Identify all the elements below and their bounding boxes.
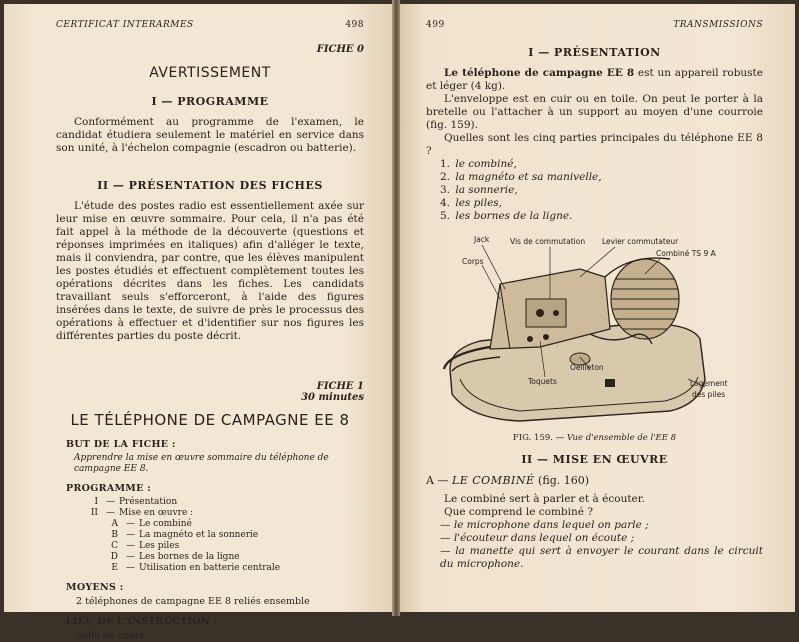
combine-item-microphone: — le microphone dans lequel on parle ; bbox=[440, 519, 649, 531]
label-toquets: Toquets bbox=[528, 377, 557, 386]
combine-line-1: Le combiné sert à parler et à écouter. bbox=[444, 493, 645, 505]
combine-subheading: A — LE COMBINÉ (fig. 160) bbox=[426, 474, 590, 487]
list-item: II — Mise en œuvre : bbox=[90, 508, 194, 518]
left-page bbox=[4, 4, 392, 641]
telephone-title: LE TÉLÉPHONE DE CAMPAGNE EE 8 bbox=[70, 411, 350, 429]
label-logement: Logement bbox=[690, 379, 728, 388]
right-page-number: 499 bbox=[426, 20, 445, 30]
fiche-0-label: FICHE 0 bbox=[316, 44, 364, 55]
moyens-text: 2 téléphones de campagne EE 8 reliés ensemble bbox=[76, 596, 310, 607]
label-vis: Vis de commutation bbox=[510, 237, 586, 246]
left-page-number: 498 bbox=[345, 20, 364, 30]
presentation-fiches-heading: II — PRÉSENTATION DES FICHES bbox=[97, 179, 323, 192]
avertissement-title: AVERTISSEMENT bbox=[149, 65, 271, 81]
left-running-title: CERTIFICAT INTERARMES bbox=[56, 20, 194, 30]
label-oeilleton: Oeilleton bbox=[570, 363, 604, 372]
label-des-piles: des piles bbox=[692, 390, 726, 399]
programme-paragraph: Conformément au programme de l'examen, le candidat étudiera seulement le matériel en service dans son unité, à l'échelon compagnie (escadron ou batterie). bbox=[56, 116, 364, 154]
label-combine: Combiné TS 9 A bbox=[656, 249, 716, 258]
list-item: I — Présentation bbox=[94, 497, 178, 507]
right-running-head bbox=[426, 20, 763, 30]
list-item: 1. le combiné, bbox=[440, 158, 517, 170]
mise-en-oeuvre-heading: II — MISE EN ŒUVRE bbox=[521, 453, 668, 466]
label-corps: Corps bbox=[462, 257, 484, 266]
programme-heading: I — PROGRAMME bbox=[151, 95, 269, 108]
enveloppe-paragraph: L'enveloppe est en cuir ou en toile. On peut le porter à la bretelle ou l'attacher à un support au moyen d'une courroie (fig. 159). bbox=[426, 93, 763, 131]
moyens-heading: MOYENS : bbox=[66, 582, 124, 593]
but-heading: BUT DE LA FICHE : bbox=[66, 439, 176, 450]
fiche-1-duration: 30 minutes bbox=[301, 392, 364, 403]
but-text: Apprendre la mise en œuvre sommaire du téléphone de campagne EE 8. bbox=[74, 453, 329, 474]
programme-list bbox=[56, 497, 364, 574]
parts-list bbox=[440, 158, 763, 223]
list-item: A — Le combiné bbox=[111, 519, 192, 529]
lieu-text: Salle de cours bbox=[76, 630, 145, 641]
left-running-head bbox=[56, 20, 364, 30]
label-levier: Levier commutateur bbox=[602, 237, 679, 246]
telephone-figure bbox=[430, 229, 760, 429]
right-running-title: TRANSMISSIONS bbox=[673, 20, 763, 30]
list-item: E — Utilisation en batterie centrale bbox=[111, 563, 281, 573]
programme-list-heading: PROGRAMME : bbox=[66, 483, 152, 494]
right-page bbox=[400, 4, 795, 612]
combine-item-manette: — la manette qui sert à envoyer le courant dans le circuit du microphone. bbox=[440, 545, 763, 570]
presentation-fiches-paragraph: L'étude des postes radio est essentiellement axée sur leur mise en œuvre sommaire. Pour cela, il n'a pas été fait appel à la méthode de la découverte (questions et réponses imprimées en italiques) afin d'alléger le texte, mais il conviendra, par contre, que les élèves manipulent les postes étudiés et effectuent complètement toutes les opérations décrites dans les fiches. Les candidats travaillant seuls s'efforceront, à l'aide des figures insérées dans le texte, de suivre de près le processus des opérations à effectuer et d'identifier sur nos figures les différentes parties du poste décrit. bbox=[56, 200, 364, 342]
figure-caption: FIG. 159. — Vue d'ensemble de l'EE 8 bbox=[512, 433, 677, 443]
combine-item-ecouteur: — l'écouteur dans lequel on écoute ; bbox=[440, 532, 635, 544]
presentation-paragraph: Le téléphone de campagne EE 8 est un appareil robuste et léger (4 kg). bbox=[426, 67, 763, 92]
list-item: B — La magnéto et la sonnerie bbox=[111, 530, 259, 540]
list-item: C — Les piles bbox=[111, 541, 180, 551]
list-item: 3. la sonnerie, bbox=[440, 184, 518, 196]
list-item: 5. les bornes de la ligne. bbox=[440, 210, 573, 222]
question-paragraph: Quelles sont les cinq parties principales du téléphone EE 8 ? bbox=[426, 132, 763, 157]
list-item: 2. la magnéto et sa manivelle, bbox=[440, 171, 602, 183]
list-item: D — Les bornes de la ligne bbox=[110, 552, 240, 562]
list-item: 4. les piles, bbox=[440, 197, 503, 209]
lieu-heading: LIEU DE L'INSTRUCTION : bbox=[66, 616, 218, 627]
label-jack: Jack bbox=[474, 235, 490, 244]
book-gutter bbox=[392, 0, 400, 616]
combine-line-2: Que comprend le combiné ? bbox=[444, 506, 593, 518]
fiche-1-label: FICHE 1 bbox=[316, 381, 364, 392]
presentation-heading: I — PRÉSENTATION bbox=[528, 46, 661, 59]
